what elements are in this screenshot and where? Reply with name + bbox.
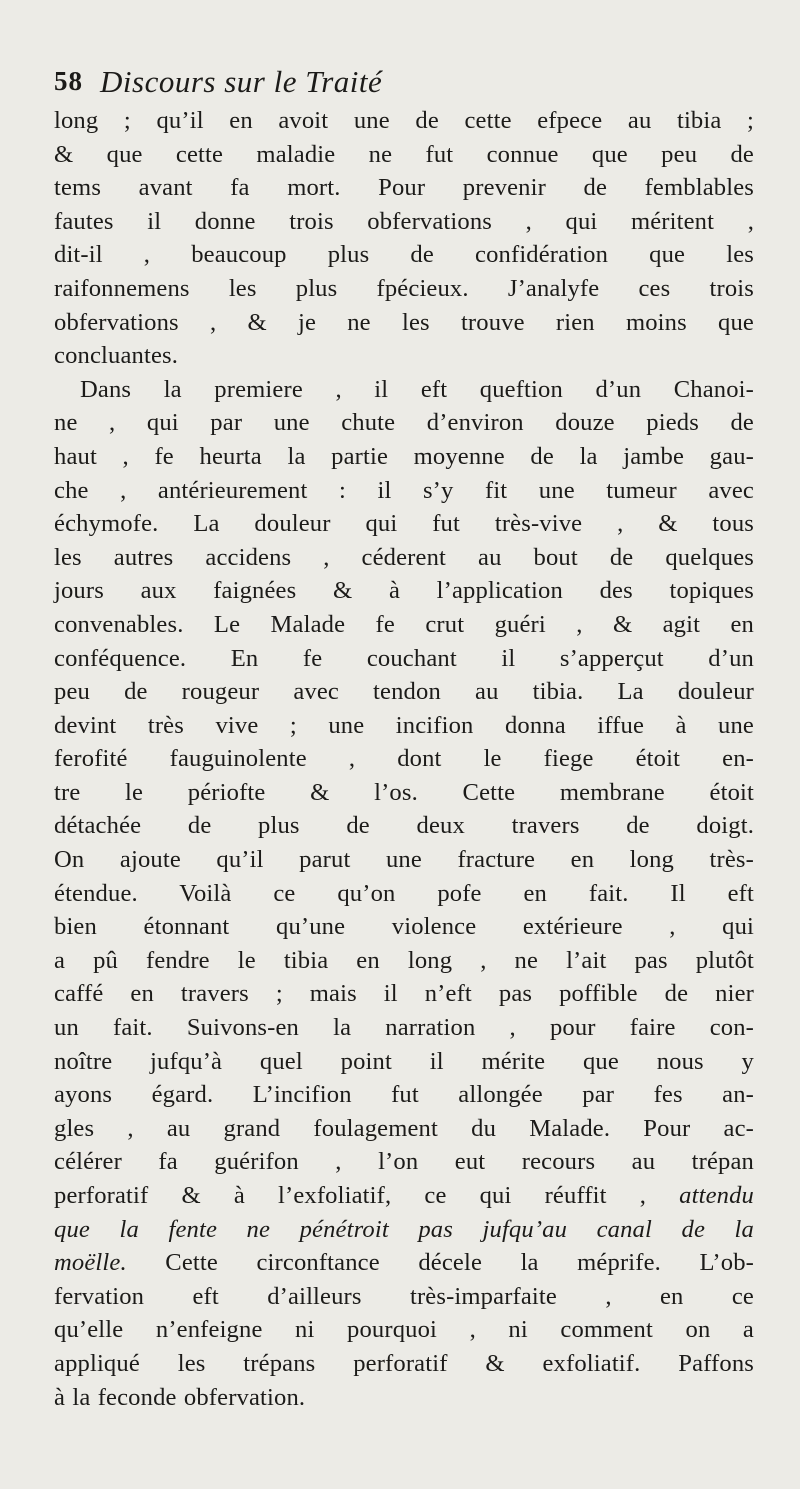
text-line bbox=[54, 776, 754, 810]
line-text: tre le périofte & l’os. Cette membrane étoit bbox=[54, 778, 754, 806]
text-line bbox=[54, 910, 754, 944]
line-text-after: Cette circonftance décele la méprife. L’ob- bbox=[126, 1249, 754, 1277]
italic-text: attendu bbox=[679, 1182, 754, 1209]
line-text: ne , qui par une chute d’environ douze pieds de bbox=[54, 409, 754, 437]
text-line bbox=[54, 1078, 754, 1112]
text-line bbox=[54, 339, 754, 373]
page-header bbox=[54, 66, 754, 106]
line-text: qu’elle n’enfeigne ni pourquoi , ni comment on a bbox=[54, 1316, 754, 1344]
text-line bbox=[54, 608, 754, 642]
line-text: noître jufqu’à quel point il mérite que nous y bbox=[54, 1047, 754, 1075]
text-line bbox=[54, 1145, 754, 1179]
text-line bbox=[54, 474, 754, 508]
line-text: a pû fendre le tibia en long , ne l’ait pas plutôt bbox=[54, 946, 754, 974]
text-line bbox=[54, 541, 754, 575]
text-line bbox=[54, 104, 754, 138]
text-line bbox=[54, 373, 754, 407]
line-text: bien étonnant qu’une violence extérieure , qui bbox=[54, 913, 754, 941]
italic-text: que la fente ne pénétroit pas jufqu’au canal de la bbox=[54, 1215, 754, 1243]
text-line bbox=[54, 406, 754, 440]
line-text: Dans la premiere , il eft queftion d’un Chanoi- bbox=[80, 375, 754, 403]
line-text: fautes il donne trois obfervations , qui méritent , bbox=[54, 207, 754, 235]
line-text: détachée de plus de deux travers de doigt. bbox=[54, 812, 754, 840]
text-line bbox=[54, 709, 754, 743]
line-text: fervation eft d’ailleurs très-imparfaite , en ce bbox=[54, 1282, 754, 1310]
text-line bbox=[54, 1045, 754, 1079]
line-text: ferofité fauguinolente , dont le fiege étoit en- bbox=[54, 745, 754, 773]
text-line bbox=[54, 742, 754, 776]
line-text: che , antérieurement : il s’y fit une tumeur avec bbox=[54, 476, 754, 504]
line-text: dit-il , beaucoup plus de confidération que les bbox=[54, 241, 754, 269]
line-text: les autres accidens , céderent au bout de quelques bbox=[54, 543, 754, 571]
line-text: raifonnemens les plus fpécieux. J’analyfe ces trois bbox=[54, 274, 754, 302]
line-text: On ajoute qu’il parut une fracture en long très- bbox=[54, 846, 754, 874]
text-line bbox=[54, 238, 754, 272]
line-text: échymofe. La douleur qui fut très-vive , & tous bbox=[54, 510, 754, 538]
text-line bbox=[54, 440, 754, 474]
body-text bbox=[54, 104, 754, 1414]
line-text: célérer fa guérifon , l’on eut recours au trépan bbox=[54, 1148, 754, 1176]
line-text: étendue. Voilà ce qu’on pofe en fait. Il eft bbox=[54, 879, 754, 907]
text-line bbox=[54, 1280, 754, 1314]
text-line bbox=[54, 272, 754, 306]
text-line bbox=[54, 809, 754, 843]
text-line bbox=[54, 1011, 754, 1045]
line-text: caffé en travers ; mais il n’eft pas poffible de nier bbox=[54, 980, 754, 1008]
line-text: & que cette maladie ne fut connue que peu de bbox=[54, 140, 754, 168]
text-line bbox=[54, 574, 754, 608]
text-line bbox=[54, 877, 754, 911]
line-text: haut , fe heurta la partie moyenne de la jambe gau- bbox=[54, 442, 754, 470]
text-line bbox=[54, 205, 754, 239]
running-title: Discours sur le Traité bbox=[100, 64, 383, 99]
line-text: convenables. Le Malade fe crut guéri , & agit en bbox=[54, 610, 754, 638]
italic-text: moëlle. bbox=[54, 1249, 127, 1277]
line-text: conféquence. En fe couchant il s’apperçut d’un bbox=[54, 644, 754, 672]
line-text: tems avant fa mort. Pour prevenir de femblables bbox=[54, 174, 754, 202]
text-line bbox=[54, 675, 754, 709]
text-line bbox=[54, 306, 754, 340]
text-line bbox=[54, 1347, 754, 1381]
text-line bbox=[54, 1381, 754, 1415]
text-line bbox=[54, 642, 754, 676]
text-line bbox=[54, 1213, 754, 1247]
text-line bbox=[54, 944, 754, 978]
line-text: perforatif & à l’exfoliatif, ce qui réuffit , bbox=[54, 1182, 647, 1209]
line-text: jours aux faignées & à l’application des topiques bbox=[54, 577, 754, 605]
line-text: peu de rougeur avec tendon au tibia. La douleur bbox=[54, 678, 754, 706]
line-text: à la feconde obfervation. bbox=[54, 1383, 306, 1411]
line-text: appliqué les trépans perforatif & exfoliatif. Paffons bbox=[54, 1349, 754, 1377]
line-text: devint très vive ; une incifion donna iffue à une bbox=[54, 711, 754, 739]
line-text: concluantes. bbox=[54, 342, 179, 370]
text-line bbox=[54, 843, 754, 877]
line-text: gles , au grand foulagement du Malade. Pour ac- bbox=[54, 1114, 754, 1142]
text-line bbox=[54, 1112, 754, 1146]
text-line bbox=[54, 171, 754, 205]
text-line bbox=[54, 138, 754, 172]
page-number: 58 bbox=[54, 66, 83, 96]
text-line bbox=[54, 1313, 754, 1347]
line-text: un fait. Suivons-en la narration , pour faire con- bbox=[54, 1014, 754, 1042]
line-text: long ; qu’il en avoit une de cette efpece au tibia ; bbox=[54, 107, 754, 134]
text-line bbox=[54, 507, 754, 541]
text-line bbox=[54, 977, 754, 1011]
line-text: obfervations , & je ne les trouve rien moins que bbox=[54, 308, 754, 336]
line-text: ayons égard. L’incifion fut allongée par fes an- bbox=[54, 1081, 754, 1109]
text-line bbox=[54, 1246, 754, 1280]
text-line bbox=[54, 1179, 754, 1213]
